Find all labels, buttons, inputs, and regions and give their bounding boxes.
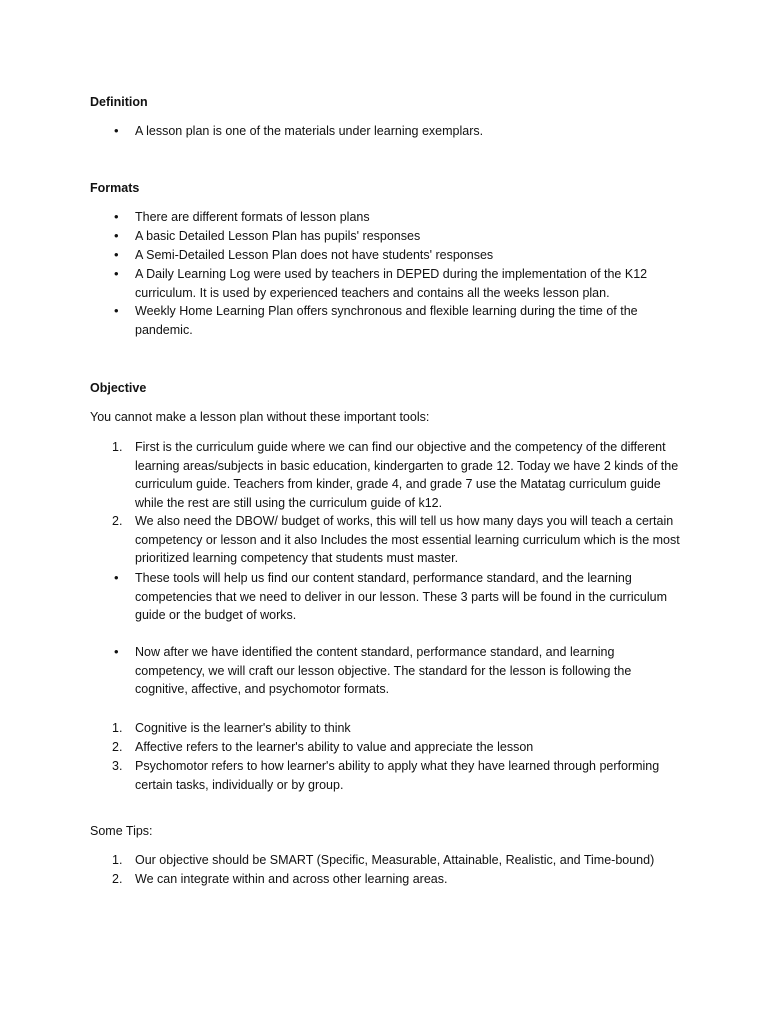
list-marker: 1.	[112, 721, 123, 735]
list-marker: 2.	[112, 740, 123, 754]
list-marker: •	[114, 644, 119, 659]
list-text: Cognitive is the learner's ability to think	[135, 721, 351, 735]
domain-item	[90, 757, 690, 794]
list-marker: 1.	[112, 440, 123, 454]
formats-heading: Formats	[90, 181, 140, 195]
bullet-text: Weekly Home Learning Plan offers synchronous and flexible learning during the time of the pandemic.	[135, 304, 638, 337]
definition-heading: Definition	[90, 95, 148, 109]
tip-item	[90, 870, 690, 889]
formats-bullet	[90, 227, 690, 246]
tool-item	[90, 569, 690, 625]
list-text: Our objective should be SMART (Specific, Measurable, Attainable, Realistic, and Time-bound)	[135, 853, 655, 867]
bullet-marker: •	[114, 266, 119, 281]
objective-intro: You cannot make a lesson plan without these important tools:	[90, 410, 430, 424]
domain-item	[90, 738, 690, 757]
list-text: Now after we have identified the content standard, performance standard, and learning competency, we will craft our lesson objective. The standard for the lesson is following the cognitive, affective, and psychomotor formats.	[135, 645, 632, 697]
list-marker: 2.	[112, 872, 123, 886]
bullet-text: A lesson plan is one of the materials under learning exemplars.	[135, 124, 484, 138]
bullet-marker: •	[114, 303, 119, 318]
tool-item	[90, 512, 690, 568]
domain-item	[90, 719, 690, 738]
list-text: These tools will help us find our content standard, performance standard, and the learning competencies that we need to deliver in our lesson. These 3 parts will be found in the curriculum guide or the budget of works.	[135, 571, 668, 623]
list-marker: 2.	[112, 514, 123, 528]
bullet-text: There are different formats of lesson plans	[135, 210, 370, 224]
list-marker: 3.	[112, 759, 123, 773]
list-text: First is the curriculum guide where we can find our objective and the competency of the different learning areas/subjects in basic education, kindergarten to grade 12. Today we have 2 kinds of the curriculum guide. Teachers from kinder, grade 4, and grade 7 use the Matatag curriculum guide while the rest are still using the curriculum guide of k12.	[135, 440, 679, 511]
list-text: Psychomotor refers to how learner's ability to apply what they have learned through performing certain tasks, individually or by group.	[135, 759, 660, 792]
objective-heading: Objective	[90, 381, 147, 395]
formats-bullet	[90, 302, 690, 339]
bullet-marker: •	[114, 123, 119, 138]
bullet-marker: •	[114, 209, 119, 224]
list-text: We can integrate within and across other learning areas.	[135, 872, 448, 886]
list-marker: 1.	[112, 853, 123, 867]
list-text: We also need the DBOW/ budget of works, this will tell us how many days you will teach a certain competency or lesson and it also Includes the most essential learning curriculum which is the most prioritized learning competency that students must master.	[135, 514, 680, 566]
craft-item	[90, 643, 690, 699]
formats-bullet	[90, 208, 690, 227]
bullet-text: A basic Detailed Lesson Plan has pupils' responses	[135, 229, 421, 243]
bullet-marker: •	[114, 247, 119, 262]
tool-item	[90, 438, 690, 513]
bullet-text: A Semi-Detailed Lesson Plan does not have students' responses	[135, 248, 494, 262]
tips-heading: Some Tips:	[90, 824, 153, 838]
definition-bullet	[90, 122, 690, 141]
list-text: Affective refers to the learner's ability to value and appreciate the lesson	[135, 740, 534, 754]
formats-bullet	[90, 265, 690, 302]
bullet-marker: •	[114, 228, 119, 243]
tip-item	[90, 851, 690, 870]
bullet-text: A Daily Learning Log were used by teachers in DEPED during the implementation of the K12 curriculum. It is used by experienced teachers and contains all the weeks lesson plan.	[135, 267, 648, 300]
list-marker: •	[114, 570, 119, 585]
formats-bullet	[90, 246, 690, 265]
